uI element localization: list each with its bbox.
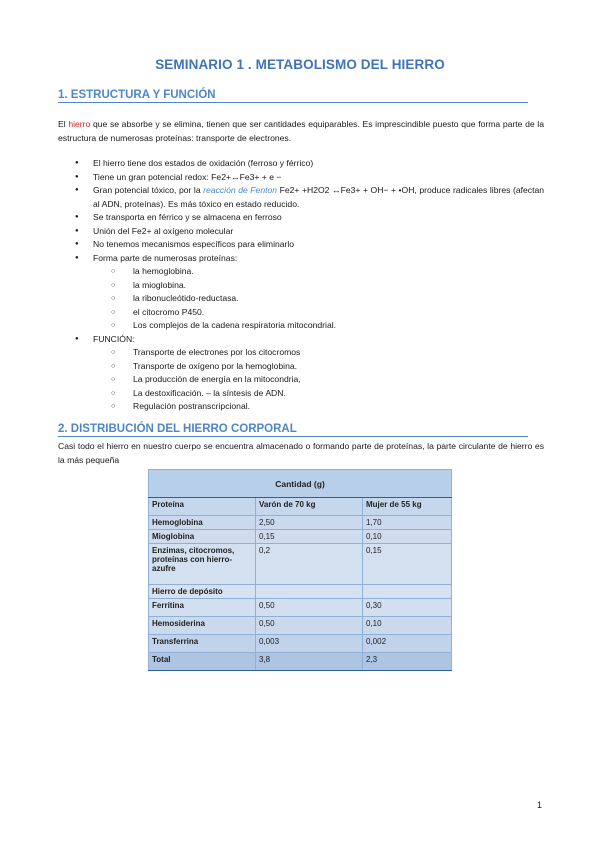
list-item: ○ la mioglobina. xyxy=(93,279,544,293)
fenton-text-end: Fe2+ +H2O2 ↔Fe3+ + OH− + •OH, produce radicales libres (afectan al ADN, proteínas). Es más tóxico en estado reducido. xyxy=(93,185,545,209)
column-header-female: Mujer de 55 kg xyxy=(363,498,452,516)
list-item: ● Unión del Fe2+ al oxígeno molecular xyxy=(58,225,544,239)
list-item: ○ Transporte de electrones por los citocromos xyxy=(93,346,544,360)
table-row xyxy=(149,617,452,635)
cell-female: 0,002 xyxy=(363,635,452,653)
row-label: Hemoglobina xyxy=(149,516,256,530)
intro-text-end: que se absorbe y se elimina, tienen que ser cantidades equiparables. Es imprescindible puesto que forma parte de la estructura de numerosas proteínas: transporte de electrones. xyxy=(58,119,544,143)
cell-male: 0,50 xyxy=(256,599,363,617)
list-item: ● El hierro tiene dos estados de oxidación (ferroso y férrico) xyxy=(58,157,544,171)
row-label: Mioglobina xyxy=(149,530,256,544)
iron-distribution-table xyxy=(148,469,452,671)
cell-male: 0,2 xyxy=(256,544,363,585)
cell-female xyxy=(363,585,452,599)
function-sublist xyxy=(93,346,544,414)
table-row xyxy=(149,635,452,653)
column-header-protein: Proteína xyxy=(149,498,256,516)
table-row xyxy=(149,530,452,544)
fenton-text-start: Gran potencial tóxico, por la xyxy=(93,185,204,195)
fenton-item xyxy=(58,184,544,211)
row-label: Hierro de depósito xyxy=(149,585,256,599)
cell-male: 0,15 xyxy=(256,530,363,544)
row-label: Hemosiderina xyxy=(149,617,256,635)
section-heading-structure: 1. ESTRUCTURA Y FUNCIÓN xyxy=(58,89,528,103)
table-row xyxy=(149,516,452,530)
page-title: SEMINARIO 1 . METABOLISMO DEL HIERRO xyxy=(155,57,445,72)
cell-female: 0,15 xyxy=(363,544,452,585)
cell-male: 3,8 xyxy=(256,653,363,671)
cell-male: 2,50 xyxy=(256,516,363,530)
cell-female: 2,3 xyxy=(363,653,452,671)
cell-male: 0,003 xyxy=(256,635,363,653)
table-row xyxy=(149,599,452,617)
list-item: ○ el citocromo P450. xyxy=(93,306,544,320)
list-item: ○ la hemoglobina. xyxy=(93,265,544,279)
row-label: Transferrina xyxy=(149,635,256,653)
cell-male: 0,50 xyxy=(256,617,363,635)
hierro-highlight: hierro xyxy=(68,119,91,129)
function-label: FUNCIÓN: xyxy=(93,333,135,344)
cell-female: 0,30 xyxy=(363,599,452,617)
list-item: ● No tenemos mecanismos específicos para eliminarlo xyxy=(58,238,544,252)
structure-bullet-list xyxy=(58,157,544,414)
cell-female: 1,70 xyxy=(363,516,452,530)
distribution-paragraph: Casi todo el hierro en nuestro cuerpo se encuentra almacenado o formando parte de proteínas, la parte circulante de hierro es la más pequeña xyxy=(58,441,544,465)
cell-female: 0,10 xyxy=(363,617,452,635)
table-row xyxy=(149,585,452,599)
table-row-total xyxy=(149,653,452,671)
page-number: 1 xyxy=(536,800,542,810)
fenton-link[interactable]: reacción de Fenton xyxy=(203,185,278,195)
list-item xyxy=(58,252,544,333)
list-item: ● Tiene un gran potencial redox: Fe2+↔Fe3+ + e − xyxy=(58,171,544,185)
cell-female: 0,10 xyxy=(363,530,452,544)
column-header-male: Varón de 70 kg xyxy=(256,498,363,516)
list-item: ○ Transporte de oxígeno por la hemoglobina. xyxy=(93,360,544,374)
table-header-quantity: Cantidad (g) xyxy=(149,470,452,498)
list-item: ○ Los complejos de la cadena respiratoria mitocondrial. xyxy=(93,319,544,333)
list-item xyxy=(58,333,544,414)
row-label: Ferritina xyxy=(149,599,256,617)
list-item: ○ La producción de energía en la mitocondria, xyxy=(93,373,544,387)
list-item: ○ la ribonucleótido-reductasa. xyxy=(93,292,544,306)
protein-sublist xyxy=(93,265,544,333)
list-item: ○ La destoxificación. – la síntesis de ADN. xyxy=(93,387,544,401)
section-heading-distribution: 2. DISTRIBUCIÓN DEL HIERRO CORPORAL xyxy=(58,423,528,437)
table-row xyxy=(149,544,452,585)
proteins-label: Forma parte de numerosas proteínas: xyxy=(93,252,238,263)
row-label: Enzimas, citocromos, proteínas con hierro-azufre xyxy=(149,544,256,585)
list-item: ● Se transporta en férrico y se almacena en ferroso xyxy=(58,211,544,225)
intro-paragraph xyxy=(58,118,544,145)
intro-text-start: El xyxy=(58,119,69,129)
row-label: Total xyxy=(149,653,256,671)
list-item: ○ Regulación postranscripcional. xyxy=(93,400,544,414)
cell-male xyxy=(256,585,363,599)
